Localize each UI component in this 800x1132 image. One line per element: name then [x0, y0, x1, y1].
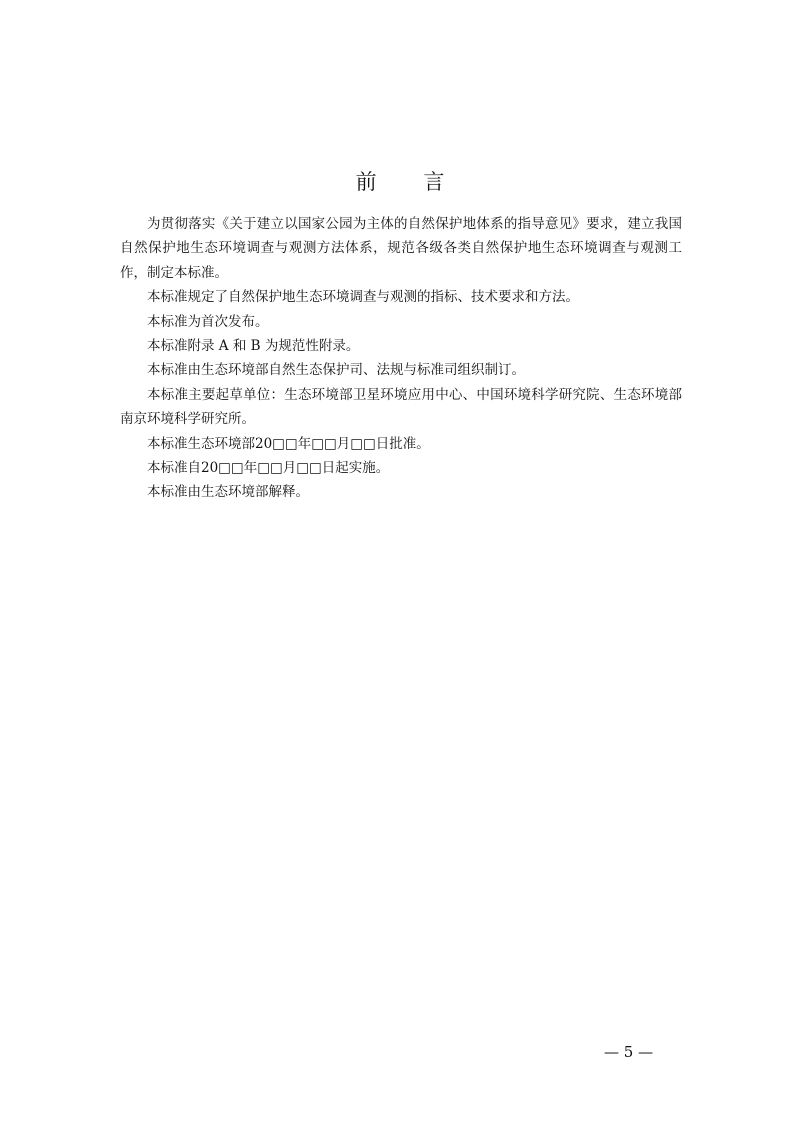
paragraph-approval-date: 本标准生态环境部20□□年□□月□□日批准。 — [147, 435, 430, 452]
paragraph-purpose: 为贯彻落实《关于建立以国家公园为主体的自然保护地体系的指导意见》要求，建立我国自然保护地生态环境调查与观测方法体系，规范各级各类自然保护地生态环境调查与观测工作，制定本标准。 — [120, 216, 682, 281]
page-number: — 5 — — [604, 1043, 654, 1061]
paragraph-interpretation: 本标准由生态环境部解释。 — [147, 484, 309, 501]
page-title: 前 言 — [355, 170, 465, 194]
foreword-body — [120, 212, 682, 505]
paragraph-first-release: 本标准为首次发布。 — [147, 313, 269, 330]
paragraph-scope: 本标准规定了自然保护地生态环境调查与观测的指标、技术要求和方法。 — [147, 289, 579, 306]
paragraph-effective-date: 本标准自20□□年□□月□□日起实施。 — [147, 460, 390, 477]
paragraph-drafting-units: 本标准主要起草单位：生态环境部卫星环境应用中心、中国环境科学研究院、生态环境部南京环境科学研究所。 — [120, 386, 682, 428]
paragraph-appendix: 本标准附录 A 和 B 为规范性附录。 — [147, 338, 360, 355]
paragraph-organizer: 本标准由生态环境部自然生态保护司、法规与标准司组织制订。 — [147, 362, 525, 379]
